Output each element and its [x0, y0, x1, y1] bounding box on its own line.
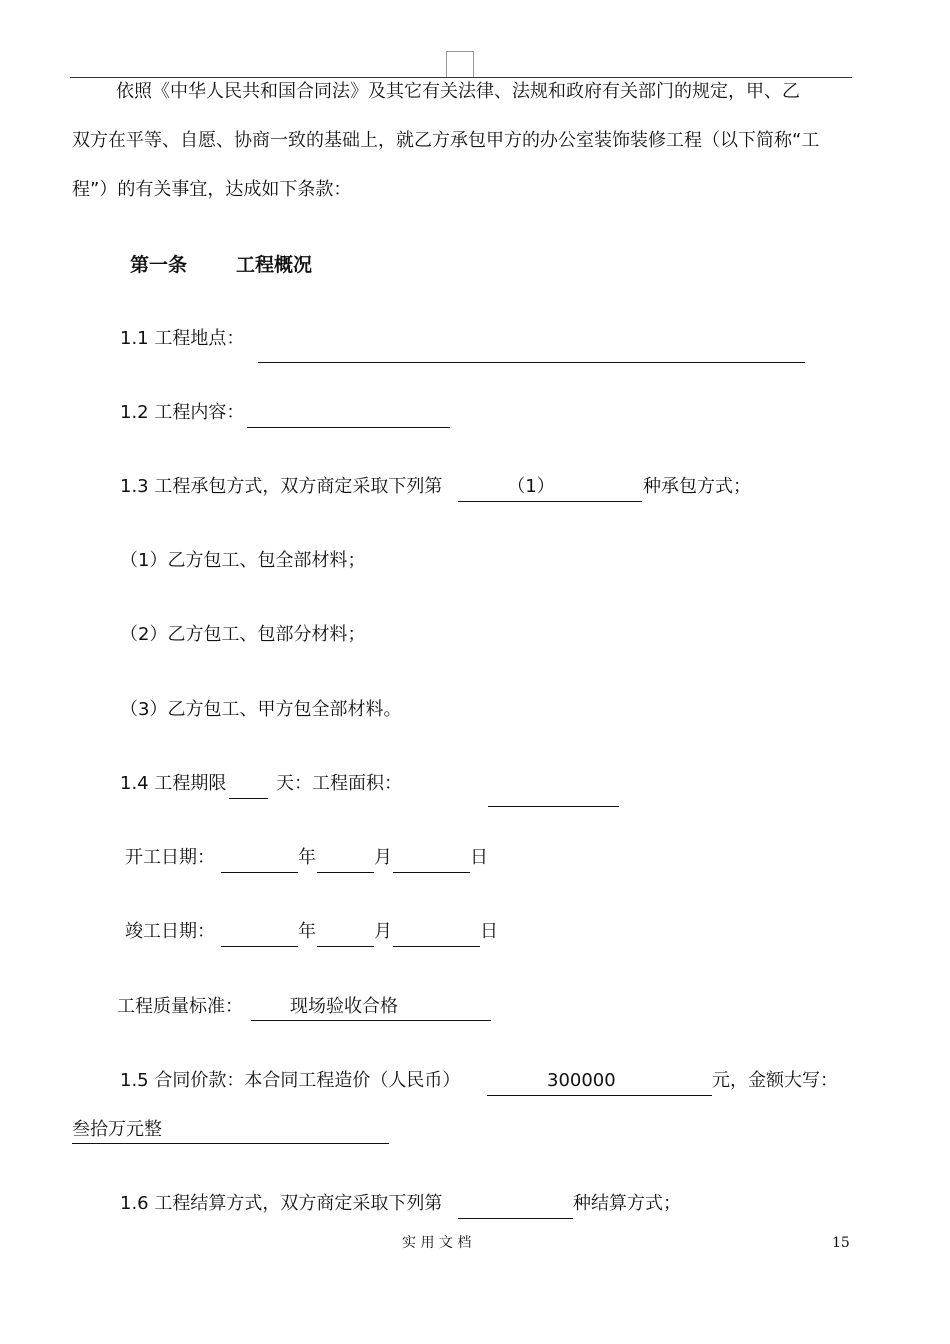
- contract-mode-suffix: 种承包方式；: [643, 476, 751, 497]
- option-2: （2）乙方包工、包部分材料；: [120, 624, 366, 645]
- end-month-unit: 月: [374, 921, 392, 942]
- contract-mode-field[interactable]: [458, 501, 642, 502]
- end-day-field[interactable]: [393, 946, 480, 947]
- price-words-value: 叁拾万元整: [72, 1119, 162, 1140]
- option-3: （3）乙方包工、甲方包全部材料。: [120, 699, 402, 720]
- start-day-field[interactable]: [393, 872, 470, 873]
- location-label: 1.1 工程地点：: [120, 328, 245, 349]
- area-field[interactable]: [488, 806, 619, 807]
- header-rule: [70, 77, 852, 78]
- location-field[interactable]: [258, 362, 805, 363]
- header-tab: [446, 51, 474, 78]
- period-unit: 天：工程面积：: [276, 773, 402, 794]
- option-1: （1）乙方包工、包全部材料；: [120, 550, 366, 571]
- footer-label: 实 用 文 档: [402, 1235, 472, 1251]
- quality-label: 工程质量标准：: [117, 996, 243, 1017]
- end-year-field[interactable]: [221, 946, 298, 947]
- page-number: 15: [832, 1235, 850, 1251]
- start-month-unit: 月: [374, 847, 392, 868]
- end-day-unit: 日: [480, 921, 498, 942]
- price-field[interactable]: [487, 1095, 712, 1096]
- start-year-field[interactable]: [221, 872, 298, 873]
- start-month-field[interactable]: [317, 872, 374, 873]
- article-number: 第一条: [130, 254, 188, 276]
- price-words-label: 元，金额大写：: [712, 1070, 838, 1091]
- end-month-field[interactable]: [317, 946, 374, 947]
- price-value: 300000: [547, 1070, 616, 1091]
- article-title: 工程概况: [236, 254, 313, 276]
- start-year-unit: 年: [298, 847, 316, 868]
- end-date-label: 竣工日期：: [125, 921, 215, 942]
- start-date-label: 开工日期：: [125, 847, 215, 868]
- intro-line-2: 双方在平等、自愿、协商一致的基础上，就乙方承包甲方的办公室装饰装修工程（以下简称“工: [72, 130, 820, 151]
- intro-line-1: 依照《中华人民共和国合同法》及其它有关法律、法规和政府有关部门的规定，甲、乙: [116, 81, 800, 102]
- price-words-field[interactable]: [72, 1143, 389, 1144]
- content-label: 1.2 工程内容：: [120, 402, 245, 423]
- intro-line-3: 程”）的有关事宜，达成如下条款：: [72, 179, 352, 200]
- period-field[interactable]: [229, 798, 268, 799]
- settlement-suffix: 种结算方式；: [573, 1193, 681, 1214]
- contract-mode-value: （1）: [507, 476, 555, 497]
- end-year-unit: 年: [298, 921, 316, 942]
- settlement-label: 1.6 工程结算方式，双方商定采取下列第: [120, 1193, 443, 1214]
- start-day-unit: 日: [470, 847, 488, 868]
- price-label: 1.5 合同价款：本合同工程造价（人民币）: [120, 1070, 461, 1091]
- quality-field[interactable]: [251, 1020, 491, 1021]
- content-field[interactable]: [247, 427, 450, 428]
- period-label: 1.4 工程期限: [120, 773, 227, 794]
- quality-value: 现场验收合格: [290, 996, 398, 1017]
- contract-mode-label: 1.3 工程承包方式，双方商定采取下列第: [120, 476, 443, 497]
- settlement-field[interactable]: [458, 1218, 573, 1219]
